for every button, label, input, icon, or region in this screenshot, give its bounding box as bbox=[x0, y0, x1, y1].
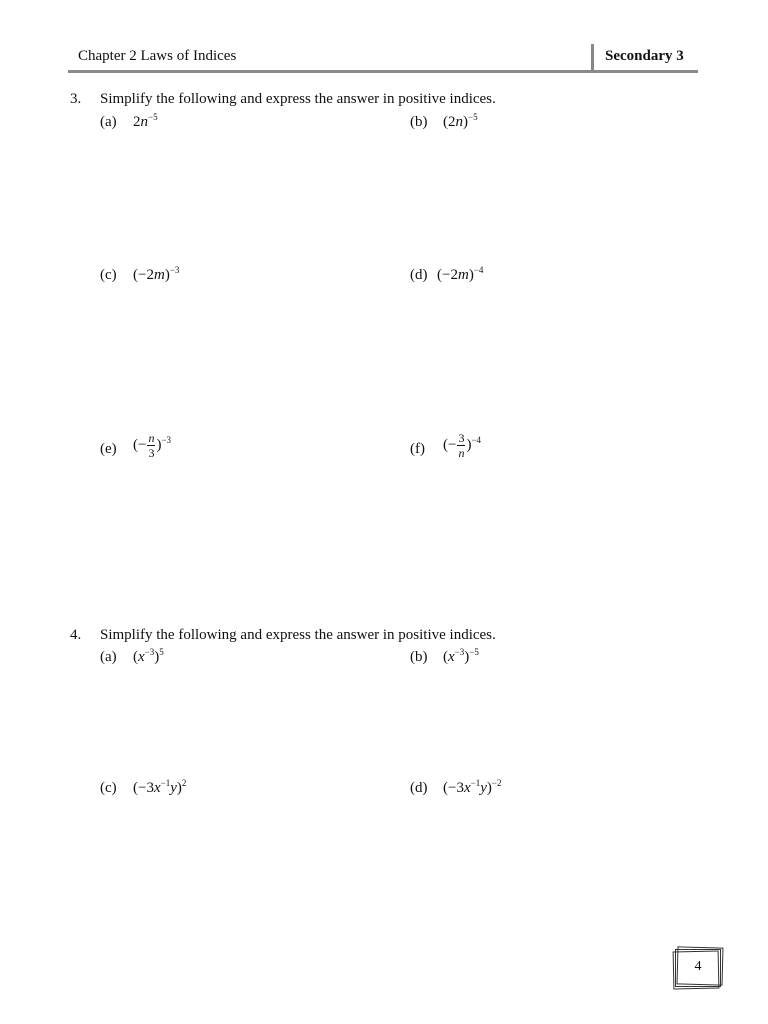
fraction-n-over-3: $\frac{n}{3}$ bbox=[148, 431, 155, 460]
q4-part-a-label: (a) bbox=[100, 649, 117, 665]
q3-part-a-label: (a) bbox=[100, 114, 117, 130]
q3-part-b-expression: $(2n)^{-5}$ bbox=[443, 112, 478, 130]
q3-part-e-expression: (− $\frac{n}{3}$ )$^{-3}$ bbox=[133, 431, 172, 460]
q4-part-c-expression: $(-3x^{-1}y)^2$ bbox=[133, 778, 187, 796]
question-3-number: 3. bbox=[70, 91, 82, 107]
page-number-box bbox=[675, 949, 721, 987]
q4-part-d-label: (d) bbox=[410, 780, 428, 796]
q4-part-b-expression: $(x^{-3})^{-5}$ bbox=[443, 647, 479, 665]
q3-part-f-expression: (− $\frac{3}{n}$ )$^{-4}$ bbox=[443, 431, 482, 460]
level-label: Secondary 3 bbox=[605, 48, 684, 64]
header-divider bbox=[591, 44, 594, 71]
q4-part-b-label: (b) bbox=[410, 649, 428, 665]
q3-part-c-expression: $(-2m)^{-3}$ bbox=[133, 265, 180, 283]
question-3-text: Simplify the following and express the answer in positive indices. bbox=[100, 91, 496, 107]
question-4-text: Simplify the following and express the answer in positive indices. bbox=[100, 627, 496, 643]
q3-part-d-expression: $(-2m)^{-4}$ bbox=[437, 265, 484, 283]
header-rule bbox=[68, 70, 698, 73]
q3-part-e-label: (e) bbox=[100, 441, 117, 457]
page-number: 4 bbox=[694, 959, 702, 974]
fraction-3-over-n: $\frac{3}{n}$ bbox=[458, 431, 465, 460]
q4-part-c-label: (c) bbox=[100, 780, 117, 796]
q3-part-d-label: (d) bbox=[410, 267, 428, 283]
q3-part-f-label: (f) bbox=[410, 441, 425, 457]
q3-part-a-expression: $2n^{-5}$ bbox=[133, 112, 158, 130]
q3-part-c-label: (c) bbox=[100, 267, 117, 283]
q4-part-d-expression: $(-3x^{-1}y)^{-2}$ bbox=[443, 778, 502, 796]
chapter-title: Chapter 2 Laws of Indices bbox=[78, 48, 237, 64]
q4-part-a-expression: $(x^{-3})^5$ bbox=[133, 647, 164, 665]
q3-part-b-label: (b) bbox=[410, 114, 428, 130]
question-4-number: 4. bbox=[70, 627, 82, 643]
